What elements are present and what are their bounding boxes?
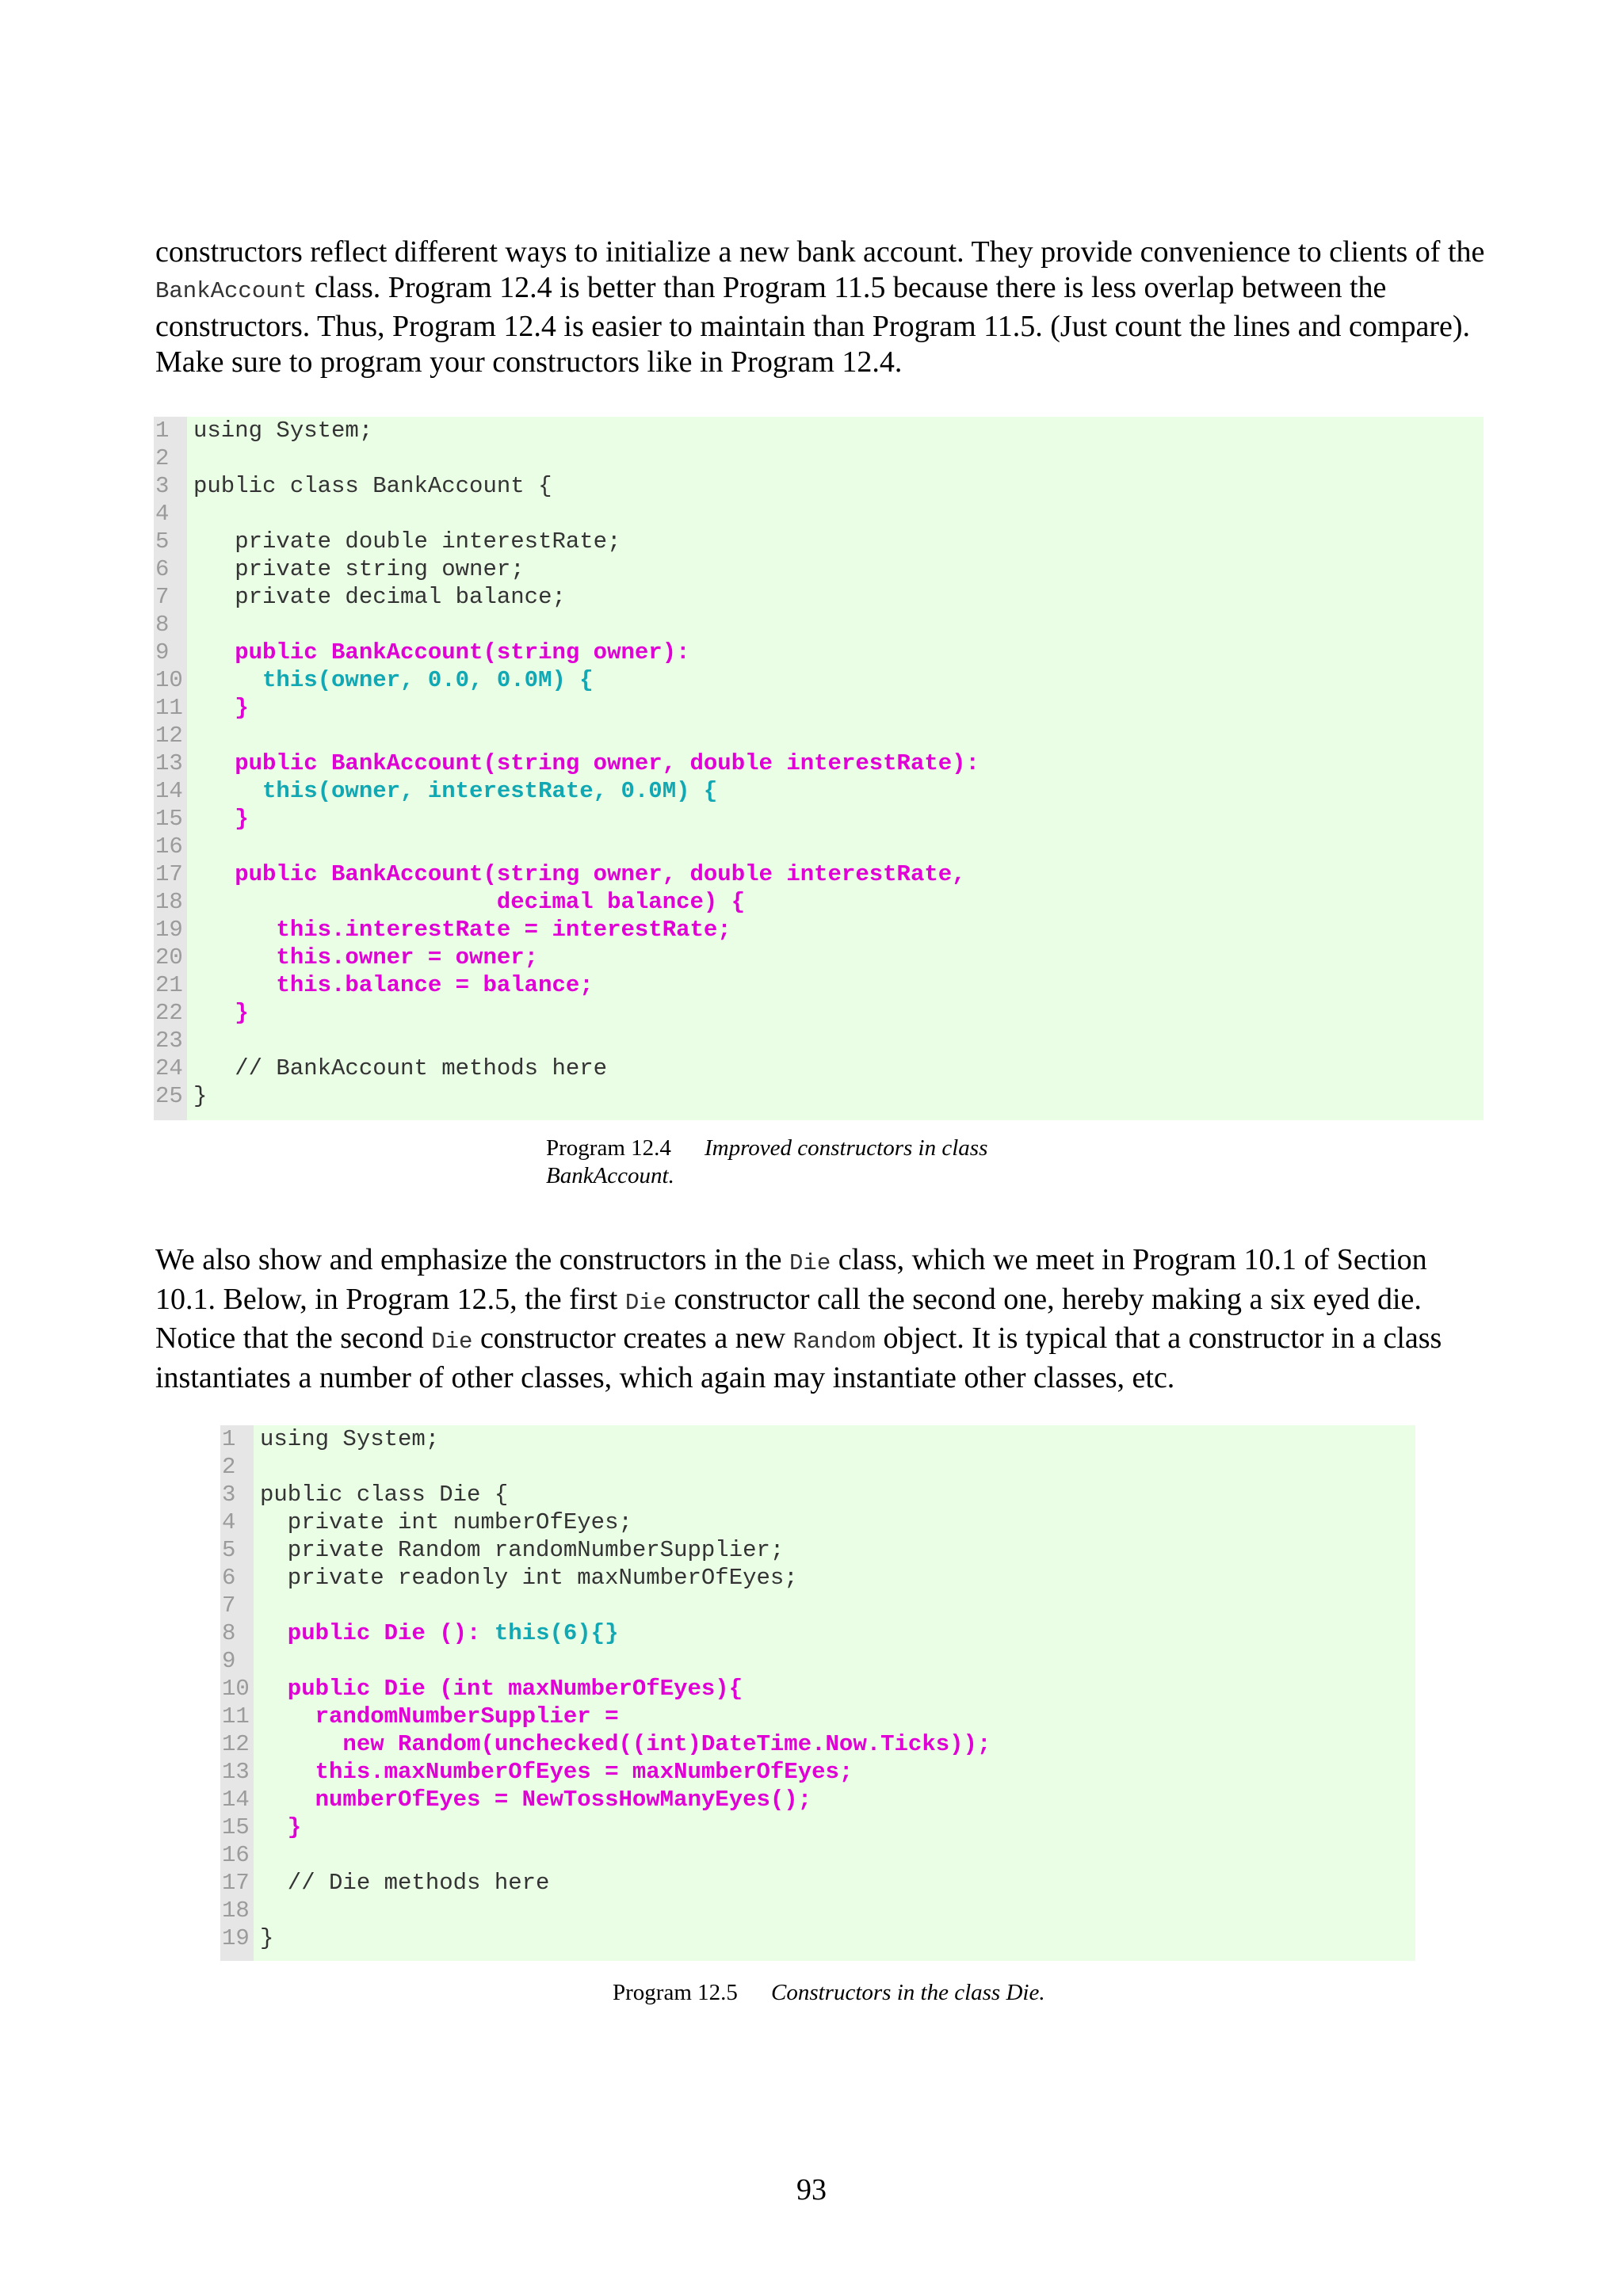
code-text: } [193, 695, 249, 721]
code-line [154, 694, 1484, 722]
line-number: 9 [155, 639, 170, 666]
line-number: 10 [222, 1676, 250, 1702]
page-number: 93 [796, 2173, 827, 2206]
code-line [220, 1647, 1415, 1675]
code-line [220, 1814, 1415, 1841]
line-number: 16 [222, 1842, 250, 1868]
code-line [154, 888, 1484, 916]
code-line [220, 1869, 1415, 1897]
line-number: 2 [222, 1454, 236, 1480]
code-text: public class BankAccount { [193, 473, 552, 499]
code-line [220, 1924, 1415, 1952]
line-number: 11 [222, 1703, 250, 1730]
line-number: 21 [155, 972, 183, 998]
code-block-program-12-5 [220, 1425, 1415, 1961]
code-text: private double interestRate; [193, 528, 621, 555]
code-line [154, 833, 1484, 860]
line-number: 14 [155, 778, 183, 804]
caption-text: Improved constructors in class [705, 1135, 988, 1161]
code-line [154, 749, 1484, 777]
code-text: this(owner, 0.0, 0.0M) { [193, 667, 594, 693]
line-number: 22 [155, 1000, 183, 1026]
code-text: private int numberOfEyes; [260, 1509, 632, 1535]
code-text: randomNumberSupplier = [260, 1703, 619, 1730]
code-token: this(6){} [494, 1620, 619, 1646]
line-number: 17 [155, 861, 183, 887]
line-number: 7 [155, 584, 170, 610]
code-line [220, 1592, 1415, 1619]
code-line [154, 528, 1484, 555]
code-line [220, 1508, 1415, 1536]
line-number: 1 [155, 418, 170, 444]
code-text: } [193, 806, 249, 832]
inline-code-random: Random [792, 1329, 876, 1355]
code-line [220, 1786, 1415, 1814]
code-text: } [193, 1000, 249, 1026]
code-text: this.balance = balance; [193, 972, 594, 998]
line-number: 1 [222, 1426, 236, 1452]
code-line [154, 500, 1484, 528]
code-line [154, 611, 1484, 639]
line-number: 11 [155, 695, 183, 721]
line-number: 9 [222, 1648, 236, 1674]
line-number: 12 [222, 1731, 250, 1757]
code-line [154, 1027, 1484, 1055]
code-text: public Die (int maxNumberOfEyes){ [260, 1676, 743, 1702]
line-number: 16 [155, 833, 183, 860]
code-text: new Random(unchecked((int)DateTime.Now.Ticks)); [260, 1731, 991, 1757]
code-line [220, 1758, 1415, 1786]
code-text: numberOfEyes = NewTossHowManyEyes(); [260, 1787, 812, 1813]
line-number: 5 [222, 1537, 236, 1563]
line-number: 14 [222, 1787, 250, 1813]
line-number: 20 [155, 944, 183, 971]
code-line [154, 722, 1484, 749]
code-line [154, 555, 1484, 583]
code-line [154, 472, 1484, 500]
caption-program-12-4 [546, 1135, 987, 1190]
code-line [154, 971, 1484, 999]
line-number: 2 [155, 445, 170, 471]
line-number: 17 [222, 1870, 250, 1896]
line-number: 7 [222, 1592, 236, 1619]
line-number: 10 [155, 667, 183, 693]
code-line [220, 1425, 1415, 1453]
line-number: 6 [222, 1565, 236, 1591]
line-number: 5 [155, 528, 170, 555]
code-text: public class Die { [260, 1482, 509, 1508]
code-line [154, 444, 1484, 472]
line-number: 6 [155, 556, 170, 582]
caption-label: Program 12.4 [546, 1135, 671, 1161]
line-number: 15 [222, 1814, 250, 1840]
code-text: private decimal balance; [193, 584, 566, 610]
inline-code-bankaccount: BankAccount [155, 277, 307, 304]
code-line [154, 944, 1484, 971]
code-line [154, 805, 1484, 833]
code-line [154, 583, 1484, 611]
line-number: 19 [155, 917, 183, 943]
code-line [220, 1841, 1415, 1869]
code-line [154, 417, 1484, 444]
code-line [220, 1481, 1415, 1508]
line-number: 4 [222, 1509, 236, 1535]
code-text: this.owner = owner; [193, 944, 539, 971]
line-number: 13 [155, 750, 183, 776]
code-line [154, 999, 1484, 1027]
code-text: } [260, 1925, 274, 1951]
code-line [220, 1675, 1415, 1703]
code-text: private readonly int maxNumberOfEyes; [260, 1565, 798, 1591]
paragraph-intro: constructors reflect different ways to initialize a new bank account. They provide convenience to clients of the BankAccount class. Program 12.4 is better than Program 11.5 because there is less overlap between the constructors. Thus, Program 12.4 is easier to maintain than Program 11.5. (Just count the lines and compare). Make sure to program your constructors like in Program 12.4. [155, 235, 1485, 379]
code-line [220, 1703, 1415, 1730]
line-number: 23 [155, 1028, 183, 1054]
code-text: private Random randomNumberSupplier; [260, 1537, 785, 1563]
code-line [154, 777, 1484, 805]
line-number: 4 [155, 501, 170, 527]
code-text: using System; [193, 418, 373, 444]
code-text [260, 1619, 619, 1647]
inline-code-die: Die [431, 1329, 473, 1355]
code-text: } [260, 1814, 302, 1840]
code-line [220, 1564, 1415, 1592]
line-number: 3 [155, 473, 170, 499]
caption-text: Constructors in the class Die. [771, 1980, 1045, 2005]
caption-program-12-5 [613, 1979, 1045, 2007]
code-line [220, 1536, 1415, 1564]
line-number: 8 [222, 1620, 236, 1646]
line-number: 13 [222, 1759, 250, 1785]
line-number: 24 [155, 1055, 183, 1081]
code-line [154, 639, 1484, 666]
code-text: private string owner; [193, 556, 525, 582]
code-line [154, 916, 1484, 944]
code-text: this(owner, interestRate, 0.0M) { [193, 778, 718, 804]
line-number: 19 [222, 1925, 250, 1951]
paragraph-die: We also show and emphasize the constructors in the Die class, which we meet in Program 10.1 of Section 10.1. Below, in Program 12.5, the first Die constructor call the second one, hereby making a six eyed die. Notice that the second Die constructor creates a new Random object. It is typical that a constructor in a class instantiates a number of other classes, which again may instantiate other classes, etc. [155, 1243, 1442, 1394]
code-line [154, 1082, 1484, 1110]
code-token: public Die (): [260, 1620, 495, 1646]
code-text: } [193, 1083, 208, 1109]
code-text: // BankAccount methods here [193, 1055, 608, 1081]
line-number: 12 [155, 723, 183, 749]
line-number: 3 [222, 1482, 236, 1508]
line-number: 18 [222, 1897, 250, 1924]
line-number: 18 [155, 889, 183, 915]
inline-code-die: Die [624, 1289, 667, 1316]
code-line [220, 1730, 1415, 1758]
code-block-program-12-4 [154, 417, 1484, 1120]
code-line [154, 860, 1484, 888]
caption-label: Program 12.5 [613, 1980, 738, 2005]
code-text: using System; [260, 1426, 440, 1452]
code-line [220, 1619, 1415, 1647]
code-text: this.interestRate = interestRate; [193, 917, 731, 943]
code-text: // Die methods here [260, 1870, 550, 1896]
code-line [154, 1055, 1484, 1082]
code-text: public BankAccount(string owner, double interestRate, [193, 861, 966, 887]
line-number: 25 [155, 1083, 183, 1109]
caption-text-continued: BankAccount. [546, 1163, 674, 1188]
code-text: public BankAccount(string owner): [193, 639, 690, 666]
line-number: 15 [155, 806, 183, 832]
code-line [220, 1453, 1415, 1481]
line-number: 8 [155, 612, 170, 638]
code-text: this.maxNumberOfEyes = maxNumberOfEyes; [260, 1759, 854, 1785]
inline-code-die: Die [789, 1250, 831, 1276]
code-text: decimal balance) { [193, 889, 746, 915]
code-line [154, 666, 1484, 694]
code-line [220, 1897, 1415, 1924]
code-text: public BankAccount(string owner, double interestRate): [193, 750, 980, 776]
